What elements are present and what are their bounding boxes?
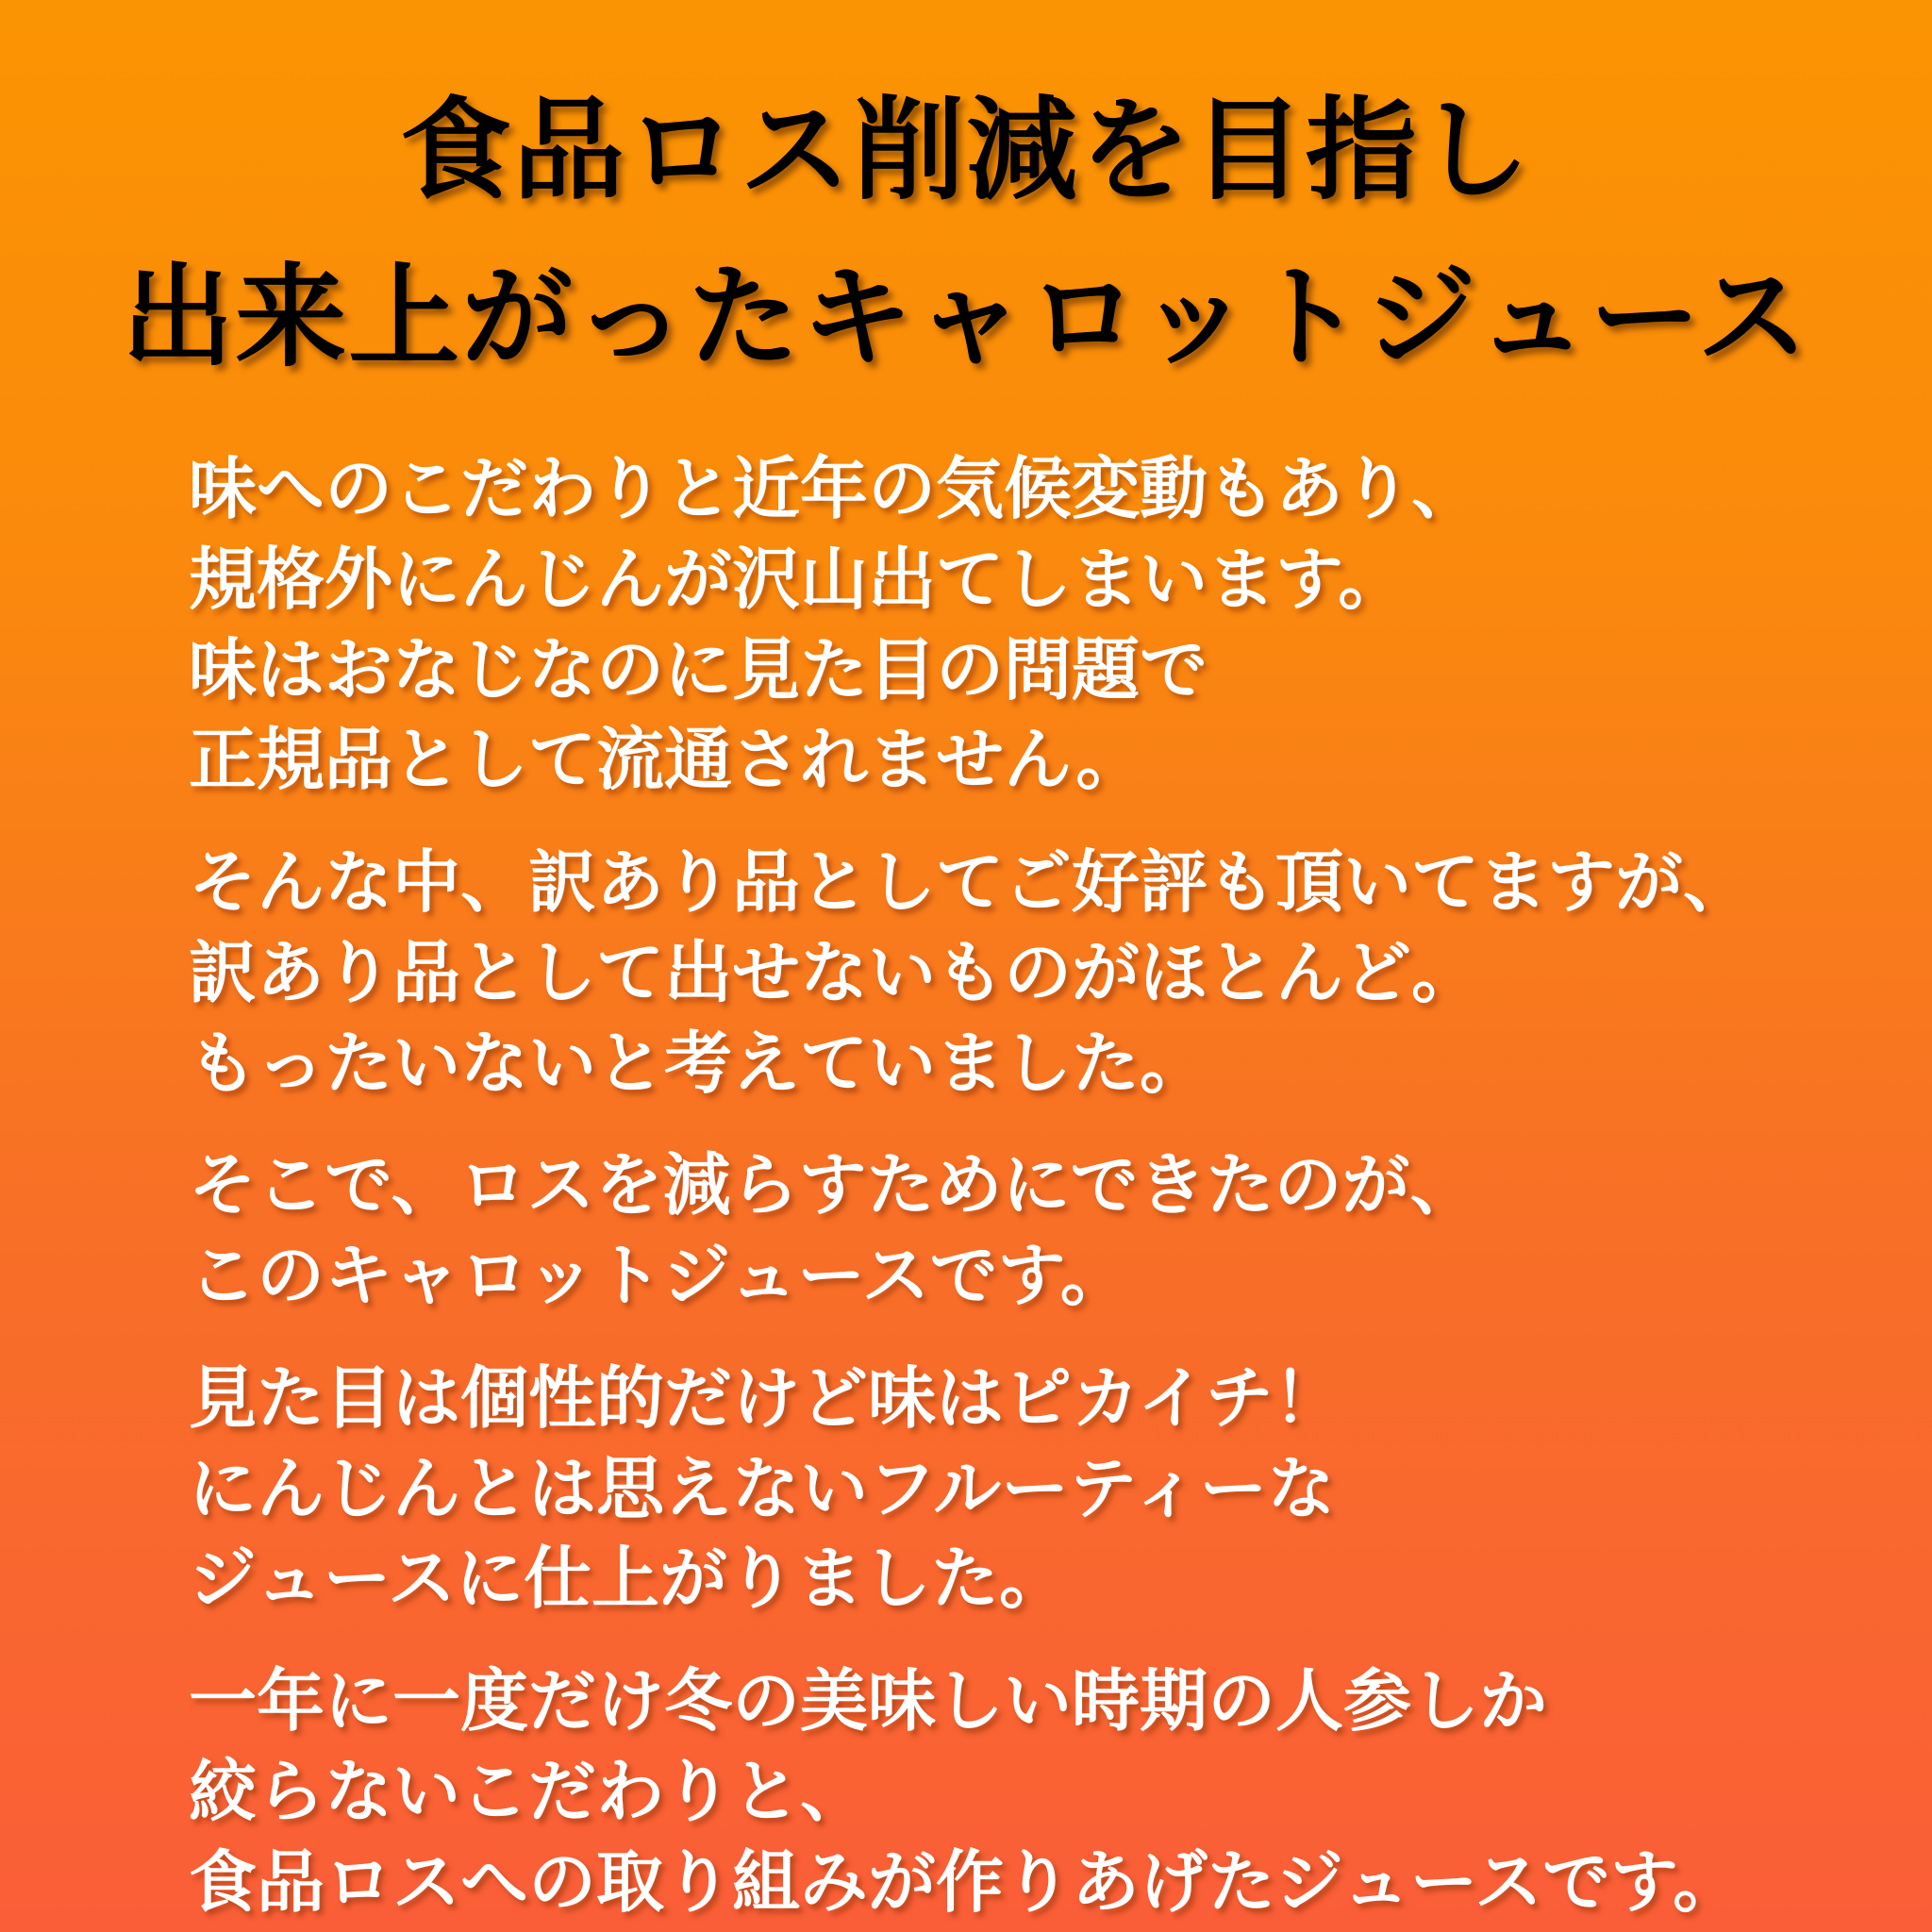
body-line: 味はおなじなのに見た目の問題で [189, 628, 1208, 709]
poster-body-text [113, 443, 1819, 1926]
body-line: もったいないと考えていました。 [189, 1022, 1208, 1103]
paragraph-solution [189, 1140, 1800, 1321]
paragraph-taste [189, 1353, 1800, 1624]
body-line: 規格外にんじんが沢山出てしまいます。 [189, 538, 1407, 619]
paragraph-commitment [189, 1656, 1800, 1926]
body-line: にんじんとは思えないフルーティーな [189, 1447, 1336, 1528]
body-line: 正規品として流通されません。 [189, 719, 1144, 800]
body-line: 食品ロスへの取り組みが作りあげたジュースです。 [189, 1840, 1741, 1922]
body-line: 見た目は個性的だけど味はピカイチ！ [189, 1357, 1341, 1438]
body-line: このキャロットジュースです。 [189, 1235, 1128, 1315]
title-line-2: 出来上がったキャロットジュース [122, 251, 1810, 382]
body-line: 味へのこだわりと近年の気候変動もあり、 [189, 448, 1480, 528]
body-line: ジュースに仕上がりました。 [189, 1538, 1067, 1619]
paragraph-wake-ari [189, 837, 1800, 1108]
body-line: 絞らないこだわりと、 [189, 1750, 869, 1831]
body-line: 一年に一度だけ冬の美味しい時期の人参しか [189, 1660, 1548, 1740]
body-line: 訳あり品として出せないものがほとんど。 [189, 931, 1480, 1012]
body-line: そこで、ロスを減らすためにできたのが、 [189, 1144, 1478, 1225]
body-line: そんな中、訳あり品としてご好評も頂いてますが、 [189, 841, 1752, 922]
poster-title [113, 66, 1819, 400]
title-line-1: 食品ロス削減を目指し [399, 84, 1532, 215]
paragraph-origin-problem [189, 443, 1800, 805]
